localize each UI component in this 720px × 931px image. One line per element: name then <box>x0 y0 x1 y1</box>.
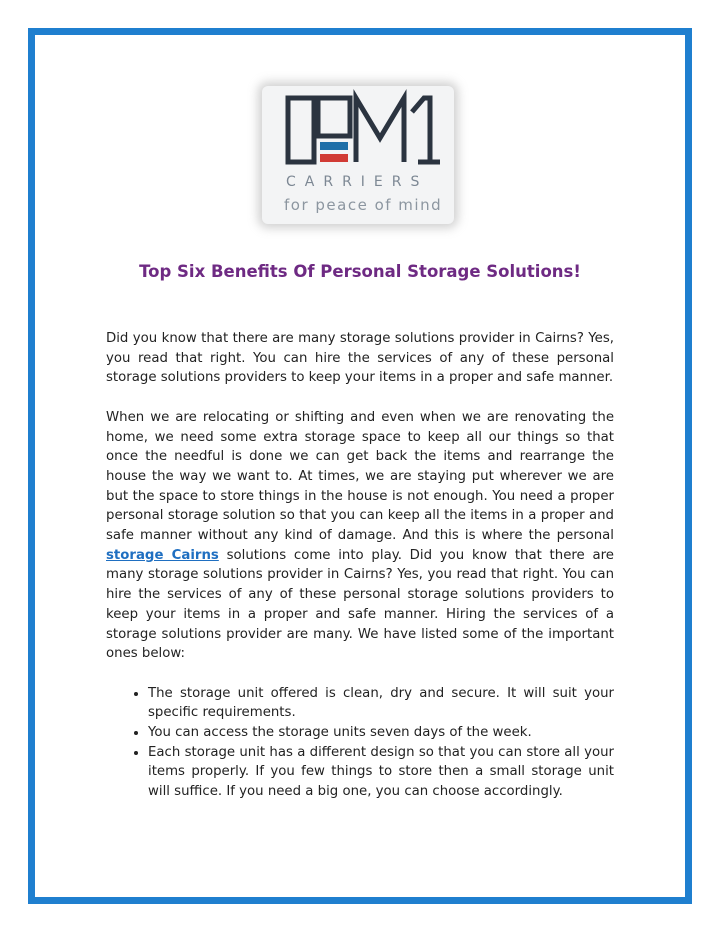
body-text-after-link: solutions come into play. Did you know that there are many storage solutions provider in Cairns? Yes, you read that right. You can hire the services of any of these personal storage solutions providers to keep your items in a proper and safe manner. Hiring the services of a storage solutions provider are many. We have listed some of the important ones below: <box>106 547 614 662</box>
list-item: • You can access the storage units seven days of the week. <box>148 723 614 743</box>
storage-cairns-link[interactable]: storage Cairns <box>106 547 219 563</box>
logo-tagline: for peace of mind <box>284 196 443 214</box>
logo-brand-text: CARRIERS <box>286 174 429 190</box>
list-item: • The storage unit offered is clean, dry and secure. It will suit your specific requirements. <box>148 684 614 723</box>
page-title: Top Six Benefits Of Personal Storage Solutions! <box>139 262 581 281</box>
body-paragraph <box>106 408 614 664</box>
company-logo <box>262 86 454 224</box>
intro-paragraph: Did you know that there are many storage solutions provider in Cairns? Yes, you read that right. You can hire the services of any of these personal storage solutions providers to keep your items in a proper and safe manner. <box>106 331 614 386</box>
body-text-before-link: When we are relocating or shifting and even when we are renovating the home, we need some extra storage space to keep all our things so that once the needful is done we can get back the items and rearrange the house the way we want to. At times, we are staying put wherever we are but the space to store things in the house is not enough. You need a proper personal storage solution so that you can keep all the items in a proper and safe manner without any kind of damage. And this is where the personal <box>106 409 614 544</box>
article-body <box>106 329 614 802</box>
list-item: • Each storage unit has a different design so that you can store all your items properly. If you few things to store then a small storage unit will suffice. If you need a big one, you can choose accordingly. <box>148 743 614 802</box>
benefits-list <box>106 684 614 802</box>
